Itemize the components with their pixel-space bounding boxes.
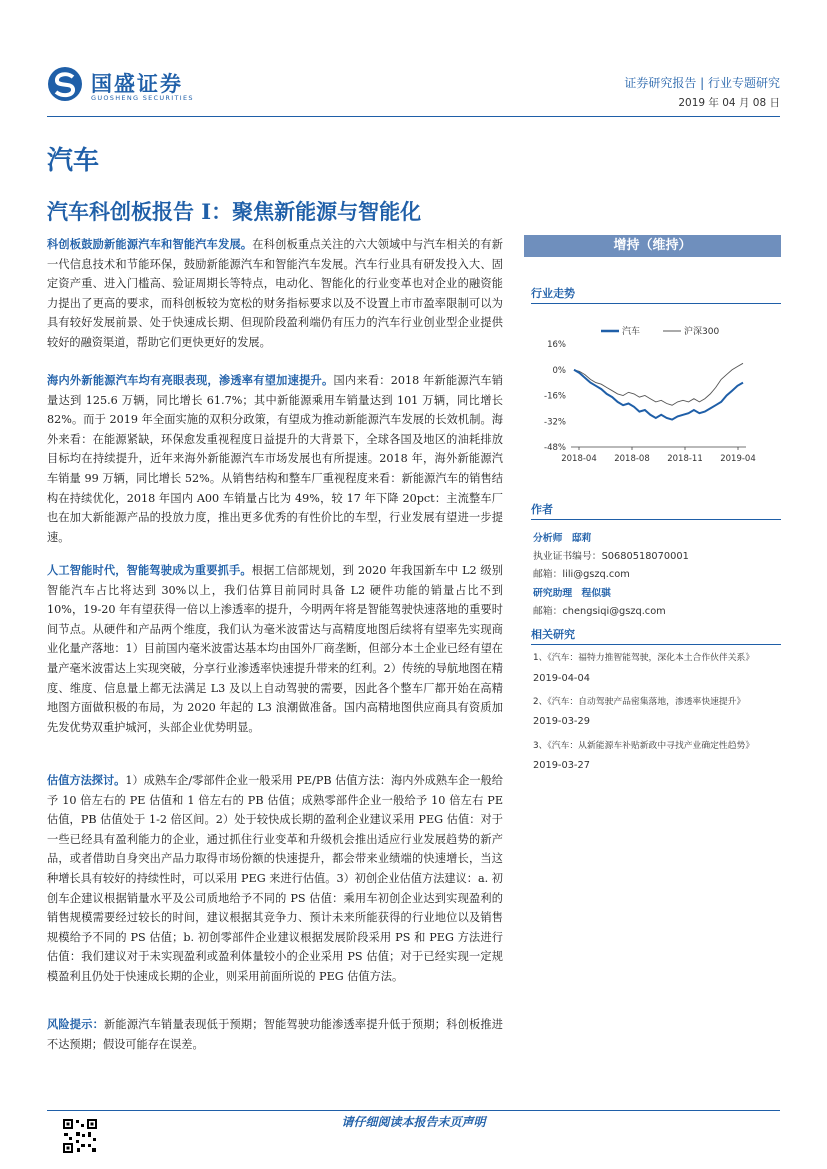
related-title: 相关研究 — [531, 628, 575, 641]
author-divider — [531, 519, 781, 520]
related-date: 2019-03-27 — [533, 760, 590, 771]
rating-badge — [524, 235, 781, 257]
report-type: 证券研究报告 | 行业专题研究 — [624, 76, 780, 90]
email2-link[interactable]: chengsiqi@gszq.com — [562, 606, 666, 617]
paragraph-lead: 科创板鼓励新能源汽车和智能汽车发展。 — [47, 238, 253, 251]
email1-line[interactable] — [533, 566, 630, 580]
paragraph-3 — [47, 561, 503, 737]
related-date: 2019-04-04 — [533, 673, 590, 684]
logo-icon — [47, 66, 83, 102]
related-item[interactable]: 3、《汽车：从新能源车补贴新政中寻找产业确定性趋势》 — [533, 741, 755, 751]
paragraph-lead: 风险提示： — [47, 1018, 105, 1031]
legend-label: 汽车 — [622, 327, 641, 337]
logo-en: GUOSHENG SECURITIES — [91, 94, 194, 102]
y-tick-label: -48% — [544, 443, 566, 453]
x-tick-label: 2018-08 — [614, 454, 650, 464]
series-line-hs300 — [574, 363, 743, 405]
assistant-name: 程似骐 — [581, 588, 611, 599]
related-item[interactable]: 2、《汽车：自动驾驶产品密集落地，渗透率快速提升》 — [533, 697, 746, 707]
email1-link[interactable]: lili@gszq.com — [562, 569, 630, 580]
paragraph-body: 国内来看：2018 年新能源汽车销量达到 125.6 万辆，同比增长 61.7%；其中新能源乘用车销量达到 101 万辆，同比增长 82%。而于 2019 年全面实施的双积分政策，有望成为推动新能源汽车发展的长效机制。海外来看：在能源紧缺，环保愈发重视程度日益提升的大背景下，全球各国及地区的油耗排放目标均在持续提升，近年来海外新能源汽车市场发展也有所提速。2018 年，海外新能源汽车销量 99 万辆，同比增长 52%。从销售结构和整车厂重视程度来看：新能源汽车的销售结构在持续优化，2018 年国内 A00 车销量占比为 49%，较 17 年下降 20pct：主流整车厂也在加大新能源产品的投放力度，推出更多优秀的有性价比的车型，行业发展有望进一步提速。 — [47, 374, 503, 544]
industry-label: 汽车 — [47, 146, 100, 176]
analyst-name: 邸莉 — [571, 533, 592, 544]
related-item[interactable]: 1、《汽车：福特力推智能驾驶，深化本土合作伙伴关系》 — [533, 653, 755, 663]
report-date: 2019 年 04 月 08 日 — [678, 97, 780, 109]
author-title: 作者 — [531, 503, 553, 516]
related-date: 2019-03-29 — [533, 716, 590, 727]
logo — [47, 66, 217, 106]
y-tick-label: 16% — [547, 340, 566, 350]
analyst-label: 分析师 — [533, 533, 563, 544]
paragraph-body: 1）成熟车企/零部件企业一般采用 PE/PB 估值方法：海内外成熟车企一般给予 10 倍左右的 PE 估值和 1 倍左右的 PB 估值；成熟零部件企业一般给予 10 倍左右 PE 估值，PB 估值处于 1-2 倍区间。2）处于较快成长期的盈利企业建议采用 PEG 估值：对于一些已经具有盈利能力的企业，通过抓住行业变革和升级机会推出适应行业发展趋势的新产品，或者借助自身突出产品力取得市场份额的快速提升，都会带来业绩端的快速增长，当这种增长具有较好的持续性时，可以采用 PEG 来进行估值。3）初创企业估值方法建议：a. 初创车企建议根据销量水平及公司质地给予不同的 PS 估值：乘用车初创企业达到实现盈利的销售规模需要经过较长的时间，建议根据其竞争力、预计未来所能获得的行业地位以及销售规模给予不同的 PS 估值；b. 初创零部件企业建议根据发展阶段采用 PS 和 PEG 方法进行估值：我们建议对于未实现盈利或盈利体量较小的企业采用 PS 估值；对于已经实现一定规模盈利且仍处于快速成长期的企业，则采用前面所说的 PEG 估值方法。 — [47, 774, 503, 983]
x-tick-label: 2018-04 — [561, 454, 597, 464]
paragraph-body: 根据工信部规划，到 2020 年我国新车中 L2 级别智能汽车占比将达到 30%以上，我们估算目前同时具备 L2 硬件功能的销量占比不到 10%，19-20 年有望获得一倍以上渗透率的提升，今明两年将是智能驾驶快速落地的重要时间节点。从硬件和产品两个维度，我们认为毫米波雷达与高精度地图后续将有望率先实现商业化量产落地：1）目前国内毫米波雷达基本均由国外厂商垄断，但部分本土企业已经有望在量产毫米波雷达上实现突破，分享行业渗透率快速提升带来的红利。2）传统的导航地图在精度、维度、信息量上都无法满足 L3 及以上自动驾驶的需要，因此各个整车厂都开始在高精地图方面做积极的布局，为 2020 年起的 L3 浪潮做准备。国内高精地图供应商具有资质加先发优势双重护城河，头部企业优势明显。 — [47, 564, 503, 734]
paragraph-lead: 估值方法探讨。 — [47, 774, 126, 787]
paragraph-4 — [47, 771, 503, 987]
email2-line[interactable] — [533, 603, 666, 617]
trend-title: 行业走势 — [531, 287, 575, 300]
paragraph-body: 在科创板重点关注的六大领域中与汽车相关的有新一代信息技术和节能环保，鼓励新能源汽车和智能汽车发展。汽车行业具有研发投入大、固定资产重、进入门槛高、验证周期长等特点，电动化、智能化的行业变革也对企业的融资能力提出了更高的要求，而科创板较为宽松的财务指标要求以及不设置上市市盈率限制可以为具有较好发展前景、处于快速成长期、但现阶段盈利端仍有压力的汽车行业创业型企业提供较好的融资渠道，帮助它们更快更好的发展。 — [47, 238, 503, 349]
report-title: 汽车科创板报告 I：聚焦新能源与智能化 — [47, 199, 422, 224]
footer-disclaimer: 请仔细阅读本报告末页声明 — [341, 1115, 486, 1129]
email1-label: 邮箱： — [533, 569, 563, 580]
paragraph-lead: 人工智能时代，智能驾驶成为重要抓手。 — [47, 564, 252, 577]
y-tick-label: 0% — [552, 365, 566, 376]
analyst-line — [533, 530, 591, 544]
series-line-auto — [574, 370, 743, 420]
x-tick-label: 2019-04 — [720, 454, 756, 464]
x-tick-label: 2018-11 — [667, 454, 703, 464]
cert-line — [533, 548, 689, 562]
rating-text: 增持（维持） — [613, 238, 692, 253]
paragraph-body: 新能源汽车销量表现低于预期；智能驾驶功能渗透率提升低于预期；科创板推进不达预期；假设可能存在误差。 — [47, 1018, 503, 1051]
y-tick-label: -16% — [544, 391, 566, 402]
assistant-label: 研究助理 — [533, 588, 573, 599]
cert-no: S0680518070001 — [601, 551, 689, 562]
cert-label: 执业证书编号： — [533, 551, 602, 562]
legend-label: 沪深300 — [684, 327, 720, 337]
y-tick-label: -32% — [544, 417, 566, 428]
header-divider — [47, 116, 780, 117]
email2-label: 邮箱： — [533, 606, 563, 617]
paragraph-lead: 海内外新能源汽车均有亮眼表现，渗透率有望加速提升。 — [47, 374, 334, 387]
footer-divider — [47, 1110, 780, 1111]
trend-divider — [531, 303, 781, 304]
assistant-line — [533, 585, 611, 599]
logo-cn: 国盛证券 — [91, 72, 183, 96]
paragraph-1 — [47, 235, 503, 353]
trend-chart — [531, 322, 781, 467]
related-divider — [531, 644, 781, 645]
paragraph-5 — [47, 1015, 503, 1054]
paragraph-2 — [47, 371, 503, 547]
